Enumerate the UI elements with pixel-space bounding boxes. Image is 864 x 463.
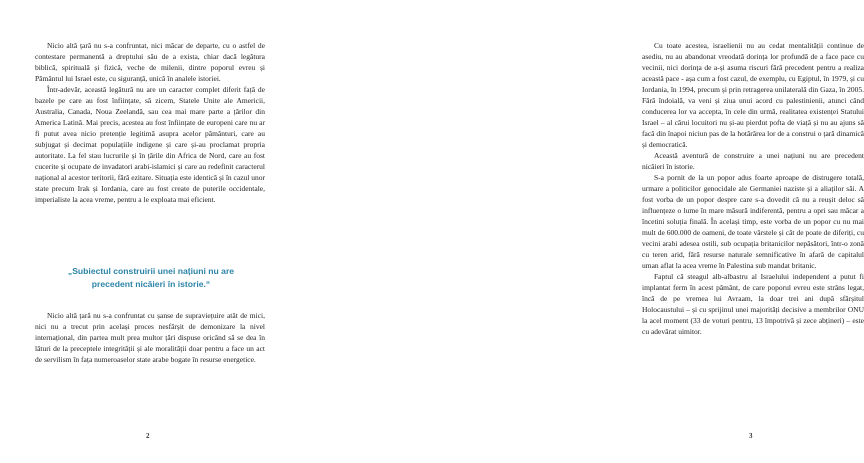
- paragraph: Într-adevăr, această legătură nu are un caracter complet diferit față de bazele pe care au fost înființate, să zicem, Statele Unite ale Americii, Australia, Canada, Noua Zeelandă, sau cea mai mare parte a țărilor din America Latină. Mai precis, acestea au fost înființate de europeni care nu ar fi putut avea nicio pretenție legitimă asupra acelor pământuri, care au subjugat și decimat populațiile indigene și care și-au proclamat propria autoritate. La fel stau lucrurile și în țările din Africa de Nord, care au fost cucerite și ocupate de invadatori arabi-islamici și care au redefinit caracterul național al acestor teritorii, fără ezitare. Situația este identică și în cazul unor state precum Irak și Iordania, care au fost create de puterile occidentale, imperialiste la acea vreme, pentru a le exploata mai eficient.: [35, 85, 265, 204]
- right-page: [300, 0, 864, 463]
- paragraph: Cu toate acestea, israelienii nu au cedat mentalității continue de asediu, nu au abandonat vreodată dorința lor profundă de a face pace cu vecinii, nici dorința de a-și asuma riscuri fără precedent pentru a realiza această pace - așa cum a fost cazul, de exemplu, cu Egiptul, în 1979, și cu Iordania, în 1994, precum și prin retragerea unilaterală din Gaza, în 2005. Fără îndoială, va veni și ziua unui acord cu palestinienii, atunci când conducerea lor va accepta, în cele din urmă, realitatea existenței Statului Israel – al cărui locuitori nu și-au pierdut pofta de viață și nu au ajuns să facă din înapoi niciun pas de la hotărârea lor de a construi o țară dinamică și democratică.: [642, 41, 864, 149]
- page-number-left: 2: [146, 432, 150, 440]
- pull-quote: „Subiectul construirii unei națiuni nu are precedent nicăieri în istorie.“: [67, 266, 235, 289]
- paragraph: Nicio altă țară nu s-a confruntat cu șanse de supraviețuire atât de mici, nici nu a trecut prin același proces nesfârșit de demonizare la nivel internațional, din partea mult prea multor țări dispuse oricând să se dea în lături de la preceptele integrității și ale moralității doar pentru a face un act de servilism în fața numeroaselor state arabe bogate în resurse energetice.: [35, 311, 265, 364]
- paragraph: S-a pornit de la un popor adus foarte aproape de distrugere totală, urmare a politicilor genocidale ale Germaniei naziste și a aliaților săi. A fost vorba de un popor despre care s-a dovedit că nu a reușit deloc să influențeze o lume în mare măsură indiferentă, pentru a opri sau măcar a încetini soluția finală. În același timp, este vorba de un popor cu nu mai mult de 600.000 de oameni, de toate vârstele și cât de poate de diferiți, cu vecini arabi adesea ostili, sub ocupația britanicilor nepăsători, într-o zonă cu teren arid, fără resurse naturale semnificative în afară de capitalul uman aflat la acea vreme în Palestina sub mandat britanic.: [642, 173, 864, 270]
- left-text-column-bottom: [35, 310, 265, 365]
- paragraph: Această aventură de construire a unei națiuni nu are precedent nicăieri în istorie.: [642, 151, 864, 171]
- page-number-right: 3: [749, 432, 753, 440]
- right-text-column: [642, 40, 864, 337]
- left-page: [0, 0, 300, 463]
- paragraph: Faptul că steagul alb-albastru al Israelului independent a putut fi implantat ferm în acest pământ, de care poporul evreu este strâns legat, încă de pe vremea lui Avraam, la doar trei ani după sfârșitul Holocaustului – și cu sprijinul unei majorități decisive a membrilor ONU la acel moment (33 de voturi pentru, 13 împotrivă și zece abțineri) – este cu adevărat uimitor.: [642, 272, 864, 336]
- paragraph: Nicio altă țară nu s-a confruntat, nici măcar de departe, cu o astfel de contestare permanentă a dreptului său de a exista, chiar dacă legătura biblică, spirituală și fizică, veche de milenii, dintre poporul evreu și Pământul lui Israel este, cu siguranță, unică în analele istoriei.: [35, 41, 265, 83]
- left-text-column-top: [35, 40, 265, 205]
